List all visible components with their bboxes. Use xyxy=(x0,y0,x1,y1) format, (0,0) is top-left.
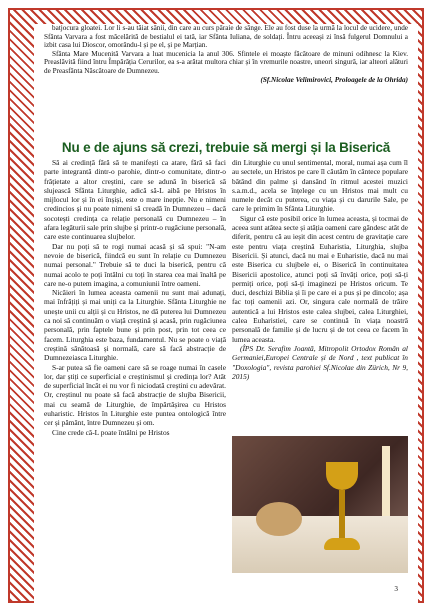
source-citation: (ÎPS Dr. Serafim Joantă, Mitropolit Ortodox Român al Germaniei,Europei Centrale și de Nord , text publicat în "Doxologia", revista parohiei Sf.Nicolae din Zürich, Nr 9, 2015) xyxy=(232,343,408,381)
chalice-base xyxy=(324,538,360,550)
top-article xyxy=(44,24,408,84)
left-paragraph-1: Să ai credință fără să te manifești ca atare, fără să faci parte integrantă dintr-o parohie, dintr-o comunitate, dintr-o frățietate a altor creștini, care se adună în biserică să slujească Sfânta Liturghie, adică să-L aibă pe Hristos în mijlocul lor și în ei înșiși, este o mare inepție. Nu e nimeni credincios și nu poate nimeni să creadă în Dumnezeu – dacă socotești credința ca relație personală cu Dumnezeu – în afara legăturii sale prin slujbe și printr-o rugăciune personală, care este continuarea slujbelor. xyxy=(44,158,226,242)
left-column xyxy=(44,158,226,437)
top-paragraph-2: Sfânta Mare Mucenită Varvara a luat mucenicia la anul 306. Sfintele ei moaște făcătoare de minuni odihnesc la Kiev. Preaslăvită fiind întru Împărăția Cerurilor, ea s-a arătat multora chiar și în vremurile noastre, uneori singură, iar alteori alături de Preasfânta Născătoare de Dumnezeu. xyxy=(44,49,408,75)
top-paragraph-1: batjocura gloatei. Lor li s-au tăiat sânii, din care au curs pâraie de sânge. Ele au fost duse la urmă la locul de ucidere, unde Sfânta Varvara a fost măcelărită de bestialul ei tată, iar Sfânta Iuliana, de soldați. Întru aceeași zi însă fulgerul Domnului a izbit casa lui Dioscor, omorându-l și pe el, și pe Marțian. xyxy=(44,24,408,50)
left-paragraph-4: S-ar putea să fie oameni care să se roage numai în casele lor, dar știți ce superficial e creștinismul și credința lor? Atât de superficial încât ei nu vor fi niciodată creștini cu adevărat. Or, creștinul nu poate să facă abstracție de slujba Bisericii, mai cu seamă de Liturghie, de împărtășirea cu Hristos euharistic. Hristos în Liturghie este puntea ontologică între cer și pământ, între Dumnezeu și om. xyxy=(44,362,226,428)
chalice-icon xyxy=(322,462,362,558)
candle-icon xyxy=(382,446,390,516)
right-paragraph-1: din Liturghie cu unul sentimental, moral, numai așa cum îl au sectele, un Hristos pe care îl căutăm în cântece populare bătând din palme și dansând în ritmul acestei muzici s.a.m.d., acela se înțelege cu un Hristos mai mult cu numele decât cu puterea, cu viața și cu darurile Sale, pe care le primim în Sfânta Liturghie. xyxy=(232,158,408,214)
chalice-stem xyxy=(339,490,345,540)
decorative-border xyxy=(8,8,424,603)
article-headline: Nu e de ajuns să crezi, trebuie să mergi și la Biserică xyxy=(61,140,391,155)
left-paragraph-2: Dar nu poți să te rogi numai acasă și să spui: "N-am nevoie de biserică, fiindcă eu sunt în relație cu Dumnezeu numai personal." Trebuie să te duci la biserică, pentru că numai acolo te poți întâlni cu toți în starea cea mai înaltă pe care ne-o putem imagina, a comuniunii între oameni. xyxy=(44,241,226,288)
top-signature: (Sf.Nicolae Velimirovici, Proloagele de la Ohrida) xyxy=(260,75,408,84)
right-paragraph-2: Sigur că este posibil orice în lumea aceasta, și tocmai de aceea sunt atâtea secte și atâția oameni care gândesc atât de diferit, pentru că au ieșit din acest centru de gravitație care este pentru viața creștină Euharistia, Liturghia, slujba Bisericii. Și atunci, dacă nu mai e Euharistie, dacă nu mai este Biserica cu slujbele ei, o Biserică în continuitatea Bisericii apostolice, atunci poți să învăți orice, poți să-ți permiți orice, poți să-ți imaginezi pe Hristos oricum. Te duci, deschizi Biblia și îi pe care ei a pus și pe dincolo; așa fac toți oamenii azi. Or, singura cale normală de trăire autentică a lui Hristos este calea slujbei, calea Liturghiei, calea Euharistiei, care se continuă în viața noastră personală de familie și de lucru și de tot ceea ce facem în lumea aceasta. xyxy=(232,213,408,344)
left-paragraph-3: Nicăieri în lumea aceasta oamenii nu sunt mai adunați, mai înfrățiți și mai uniți ca la Liturghie. Sfânta Liturghie ne unește unii cu alții și cu Hristos, ne dă puterea lui Dumnezeu ca noi să continuăm o viață creștină și acasă, prin rugăciunea personală, prin faptele bune și prin post, prin tot ceea ce facem. Liturghia este baza, fundamentul. Nu se poate o viață creștină sănătoasă și normală, care să facă abstracție de Dumnezeiasca Liturghie. xyxy=(44,288,226,363)
page-content xyxy=(34,24,418,607)
bread-icon xyxy=(256,502,302,536)
page-number: 3 xyxy=(394,585,398,593)
left-paragraph-5: Cine crede că-L poate întâlni pe Hristos xyxy=(52,427,170,437)
right-column xyxy=(232,158,408,381)
eucharist-photo xyxy=(232,436,408,573)
chalice-cup xyxy=(326,462,358,490)
